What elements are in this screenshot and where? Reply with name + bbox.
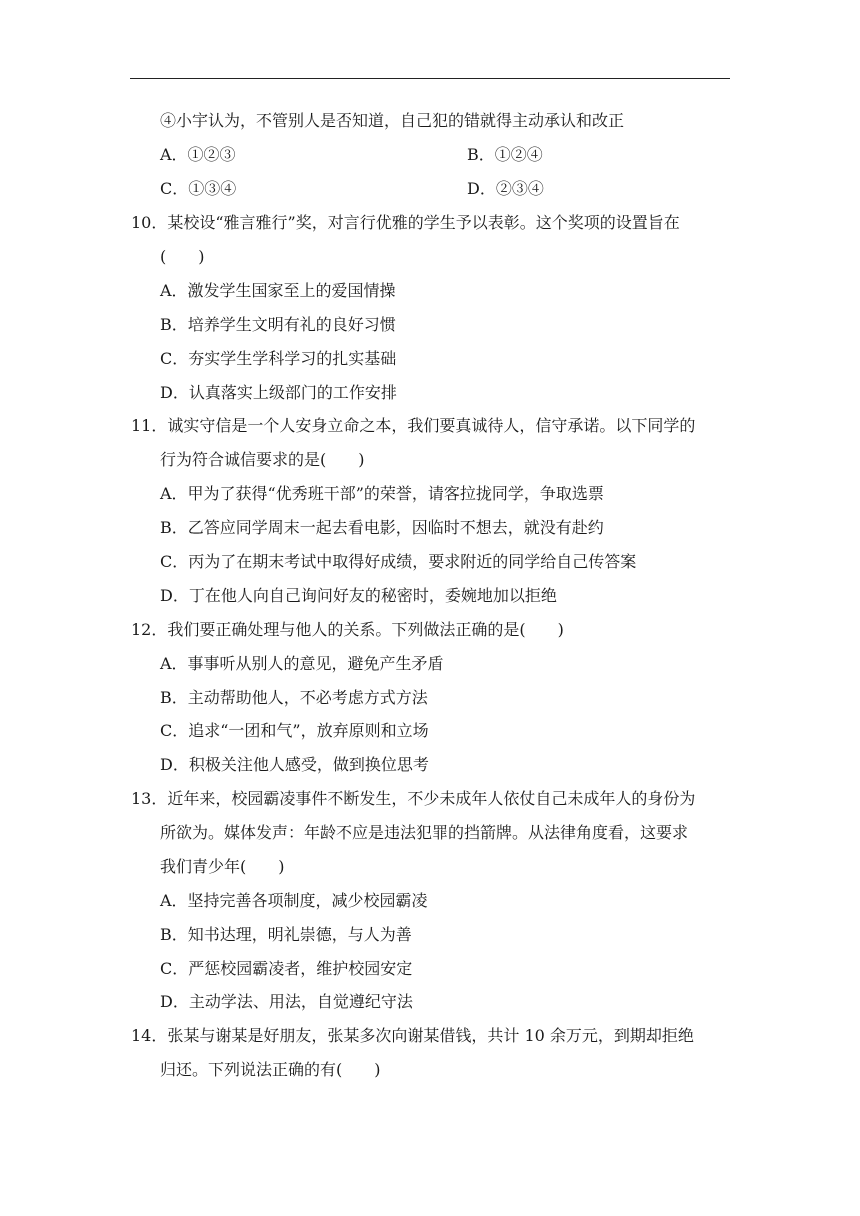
question-12-option-a: A．事事听从别人的意见，避免产生矛盾 (160, 654, 444, 673)
question-14-stem: 14．张某与谢某是好朋友，张某多次向谢某借钱，共计 10 余万元，到期却拒绝 (131, 1026, 694, 1045)
question-11-option-d: D．丁在他人向自己询问好友的秘密时，委婉地加以拒绝 (160, 586, 557, 605)
question-13-option-c: C．严惩校园霸凌者，维护校园安定 (160, 959, 413, 978)
prev-option-b: B．①②④ (467, 145, 543, 164)
question-11-option-b: B．乙答应同学周末一起去看电影，因临时不想去，就没有赴约 (160, 518, 604, 537)
prev-item-text: ④小宇认为，不管别人是否知道，自己犯的错就得主动承认和改正 (160, 111, 625, 130)
question-11-option-a: A．甲为了获得“优秀班干部”的荣誉，请客拉拢同学，争取选票 (160, 484, 604, 503)
question-13-option-d: D．主动学法、用法，自觉遵纪守法 (160, 992, 413, 1011)
question-13-stem: 13．近年来，校园霸凌事件不断发生，不少未成年人依仗自己未成年人的身份为 (131, 789, 696, 808)
question-13-option-a: A．坚持完善各项制度，减少校园霸凌 (160, 891, 428, 910)
question-11-stem-cont: 行为符合诚信要求的是( ) (160, 450, 365, 469)
question-10-stem-cont: ( ) (160, 247, 205, 266)
question-13-option-b: B．知书达理，明礼崇德，与人为善 (160, 925, 412, 944)
question-10-stem: 10．某校设“雅言雅行”奖，对言行优雅的学生予以表彰。这个奖项的设置旨在 (131, 213, 680, 232)
prev-option-a: A．①②③ (160, 145, 236, 164)
question-12-option-d: D．积极关注他人感受，做到换位思考 (160, 755, 429, 774)
question-11-stem: 11．诚实守信是一个人安身立命之本，我们要真诚待人，信守承诺。以下同学的 (131, 416, 696, 435)
prev-option-d: D．②③④ (467, 179, 544, 198)
question-12-option-c: C．追求“一团和气”，放弃原则和立场 (160, 721, 429, 740)
question-13-stem-cont-2: 我们青少年( ) (160, 857, 285, 876)
question-12-stem: 12．我们要正确处理与他人的关系。下列做法正确的是( ) (131, 620, 564, 639)
question-10-option-c: C．夯实学生学科学习的扎实基础 (160, 349, 397, 368)
question-11-option-c: C．丙为了在期末考试中取得好成绩，要求附近的同学给自己传答案 (160, 552, 637, 571)
question-12-option-b: B．主动帮助他人，不必考虑方式方法 (160, 688, 428, 707)
question-10-option-a: A．激发学生国家至上的爱国情操 (160, 281, 396, 300)
question-14-stem-cont: 归还。下列说法正确的有( ) (160, 1060, 381, 1079)
prev-option-c: C．①③④ (160, 179, 237, 198)
header-rule (130, 78, 730, 79)
question-10-option-b: B．培养学生文明有礼的良好习惯 (160, 315, 396, 334)
question-10-option-d: D．认真落实上级部门的工作安排 (160, 383, 397, 402)
question-13-stem-cont-1: 所欲为。媒体发声：年龄不应是违法犯罪的挡箭牌。从法律角度看，这要求 (160, 823, 689, 842)
